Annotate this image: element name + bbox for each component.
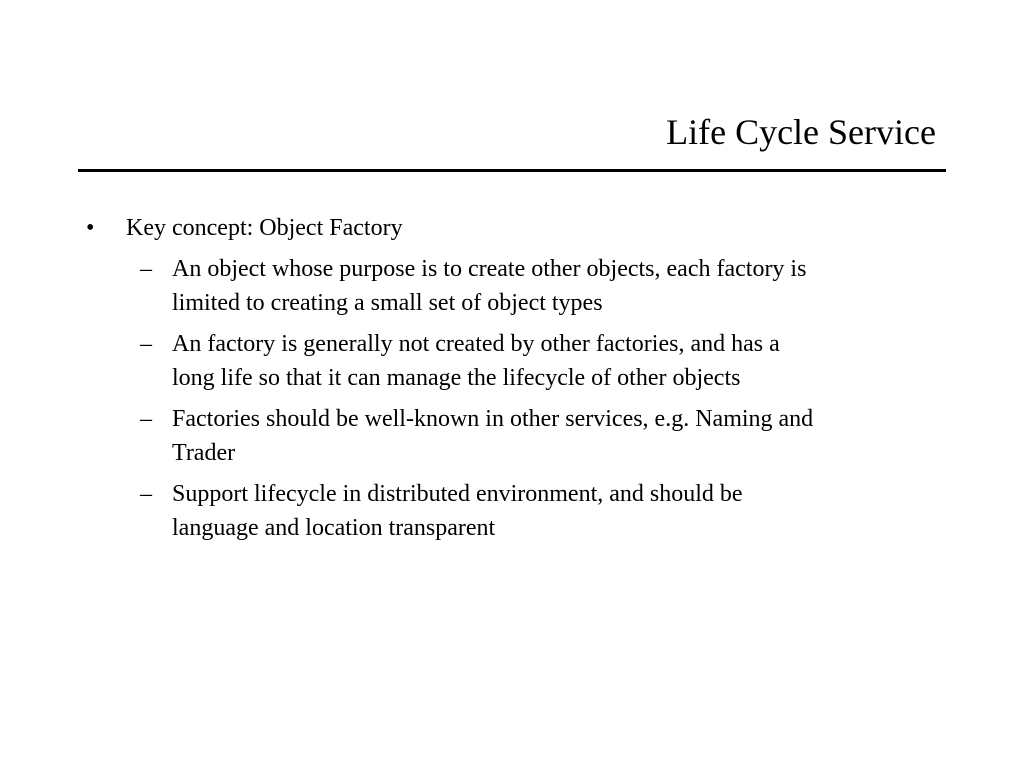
- sub-bullet-line: long life so that it can manage the lifecycle of other objects: [172, 365, 741, 391]
- sub-bullet-line: Support lifecycle in distributed environment, and should be: [172, 481, 743, 507]
- sub-bullet-item: [140, 327, 946, 395]
- bullet-text: Key concept: Object Factory: [126, 215, 403, 241]
- sub-bullet-line: An factory is generally not created by other factories, and has a: [172, 331, 780, 357]
- sub-bullet-list: [86, 252, 946, 545]
- sub-bullet-item: [140, 402, 946, 470]
- dash-icon: –: [140, 331, 152, 357]
- slide-title: Life Cycle Service: [666, 112, 936, 152]
- bullet-icon: •: [86, 215, 95, 241]
- sub-bullet-text: [172, 402, 932, 470]
- bullet-item: [86, 211, 946, 245]
- slide-content: [86, 211, 946, 545]
- dash-icon: –: [140, 481, 152, 507]
- title-divider: [78, 169, 946, 172]
- sub-bullet-text: [172, 327, 932, 395]
- sub-bullet-item: [140, 477, 946, 545]
- dash-icon: –: [140, 406, 152, 432]
- sub-bullet-line: limited to creating a small set of object types: [172, 290, 603, 316]
- dash-icon: –: [140, 256, 152, 282]
- sub-bullet-text: [172, 252, 932, 320]
- sub-bullet-line: An object whose purpose is to create other objects, each factory is: [172, 256, 807, 282]
- sub-bullet-item: [140, 252, 946, 320]
- sub-bullet-line: Factories should be well-known in other services, e.g. Naming and: [172, 406, 814, 432]
- sub-bullet-line: Trader: [172, 440, 236, 466]
- sub-bullet-text: [172, 477, 932, 545]
- sub-bullet-line: language and location transparent: [172, 515, 496, 541]
